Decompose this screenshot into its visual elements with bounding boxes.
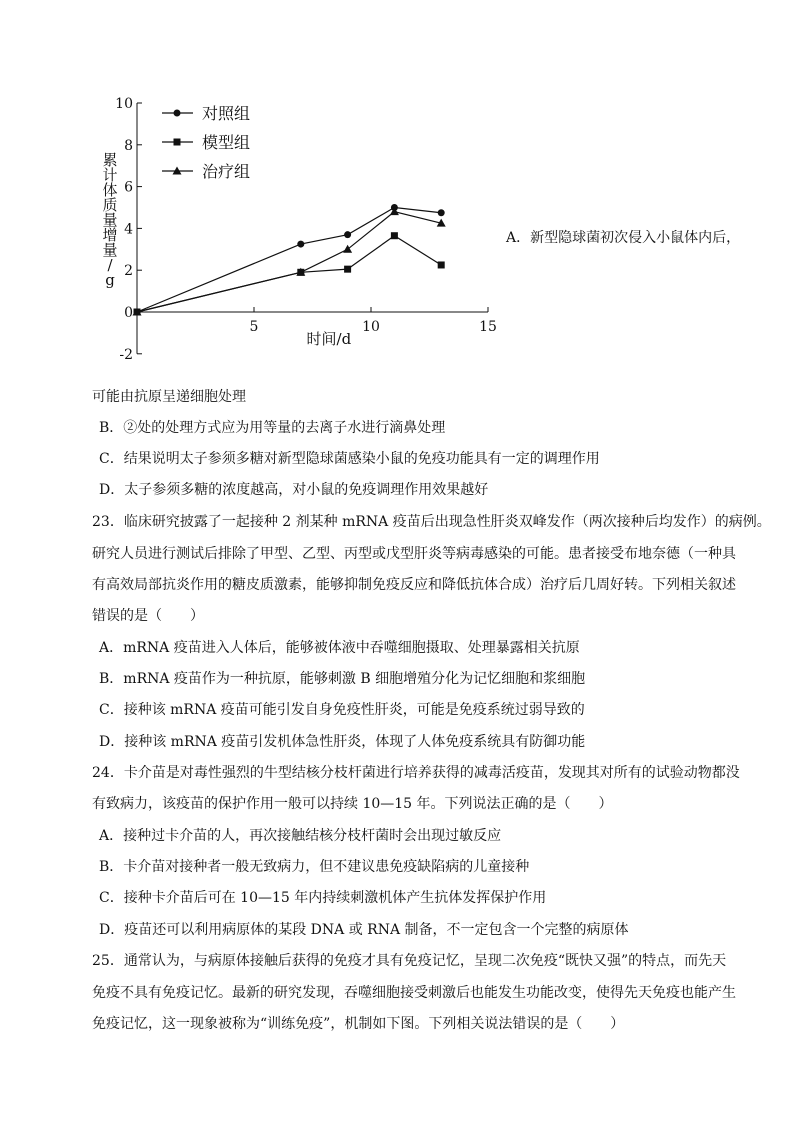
- x-tick-label: 5: [249, 319, 259, 335]
- series-line-circle: [137, 208, 441, 313]
- y-tick-label: 6: [124, 179, 133, 196]
- x-tick-label: 10: [362, 319, 380, 335]
- question-23-option-a: A．mRNA 疫苗进入人体后，能够被体液中吞噬细胞摄取、处理暴露相关抗原: [99, 640, 580, 656]
- body-mass-chart: [90, 85, 510, 375]
- question-23-stem-4: 错误的是（ ）: [92, 608, 204, 624]
- legend-marker-square: [174, 139, 181, 146]
- question-25-stem-2: 免疫不具有免疫记忆。最新的研究发现，吞噬细胞接受刺激后也能发生功能改变，使得先天免疫也能产生: [92, 985, 736, 1001]
- question-24-option-a: A．接种过卡介苗的人，再次接触结核分枝杆菌时会出现过敏反应: [99, 828, 502, 844]
- y-tick-label: 0: [124, 305, 133, 321]
- question-23-stem-2: 研究人员进行测试后排除了甲型、乙型、丙型或戊型肝炎等病毒感染的可能。患者接受布地奈德（一种具: [92, 546, 736, 562]
- line-chart-svg: [90, 85, 510, 375]
- question-24-option-d: D．疫苗还可以利用病原体的某段 DNA 或 RNA 制备，不一定包含一个完整的病原体: [99, 922, 629, 938]
- data-point-square: [344, 266, 351, 273]
- x-tick-label: 15: [479, 319, 497, 335]
- question-25-stem-3: 免疫记忆，这一现象被称为“训练免疫”，机制如下图。下列相关说法错误的是（ ）: [92, 1016, 625, 1032]
- question-25-stem: 25．通常认为，与病原体接触后获得的免疫才具有免疫记忆，呈现二次免疫“既快又强”的特点，而先天: [92, 953, 727, 969]
- question-24-stem-2: 有致病力，该疫苗的保护作用一般可以持续 10—15 年。下列说法正确的是（ ）: [92, 796, 613, 812]
- y-tick-label: -2: [119, 346, 133, 363]
- question-23-option-d: D．接种该 mRNA 疫苗引发机体急性肝炎，体现了人体免疫系统具有防御功能: [99, 734, 586, 750]
- legend-label: 治疗组: [202, 162, 251, 181]
- question-24-option-c: C．接种卡介苗后可在 10—15 年内持续刺激机体产生抗体发挥保护作用: [99, 890, 547, 906]
- y-axis-label: 累计体质量增量/ g: [102, 151, 118, 289]
- option-d: D．太子参须多糖的浓度越高，对小鼠的免疫调理作用效果越好: [99, 482, 489, 498]
- x-axis-label: 时间/d: [306, 330, 352, 348]
- option-b: B．②处的处理方式应为用等量的去离子水进行滴鼻处理: [99, 420, 446, 436]
- question-23-option-c: C．接种该 mRNA 疫苗可能引发自身免疫性肝炎，可能是免疫系统过弱导致的: [99, 702, 585, 718]
- data-point-circle: [297, 241, 304, 248]
- legend-marker-circle: [174, 110, 181, 117]
- y-tick-label: 2: [124, 263, 133, 280]
- question-23-option-b: B．mRNA 疫苗作为一种抗原，能够刺激 B 细胞增殖分化为记忆细胞和浆细胞: [99, 671, 586, 687]
- question-23-stem: 23．临床研究披露了一起接种 2 剂某种 mRNA 疫苗后出现急性肝炎双峰发作（两次接种后均发作）的病例。: [92, 514, 771, 530]
- option-c: C．结果说明太子参须多糖对新型隐球菌感染小鼠的免疫功能具有一定的调理作用: [99, 451, 600, 467]
- legend-label: 对照组: [202, 104, 251, 123]
- y-tick-label: 8: [124, 137, 133, 154]
- question-24-stem: 24．卡介苗是对毒性强烈的牛型结核分枝杆菌进行培养获得的减毒活疫苗，发现其对所有的试验动物都没: [92, 765, 740, 781]
- data-point-circle: [344, 231, 351, 238]
- y-tick-label: 4: [124, 221, 133, 238]
- question-24-option-b: B．卡介苗对接种者一般无致病力，但不建议患免疫缺陷病的儿童接种: [99, 859, 530, 875]
- option-a-part1: A．新型隐球菌初次侵入小鼠体内后，: [506, 230, 741, 246]
- y-tick-label: 10: [115, 96, 133, 112]
- question-23-stem-3: 有高效局部抗炎作用的糖皮质激素，能够抑制免疫反应和降低抗体合成）治疗后几周好转。下列相关叙述: [92, 577, 736, 593]
- legend-label: 模型组: [202, 133, 251, 152]
- data-point-square: [438, 261, 445, 268]
- option-a-part2: 可能由抗原呈递细胞处理: [92, 389, 246, 405]
- data-point-square: [391, 232, 398, 239]
- data-point-circle: [438, 209, 445, 216]
- series-line-triangle: [137, 212, 441, 312]
